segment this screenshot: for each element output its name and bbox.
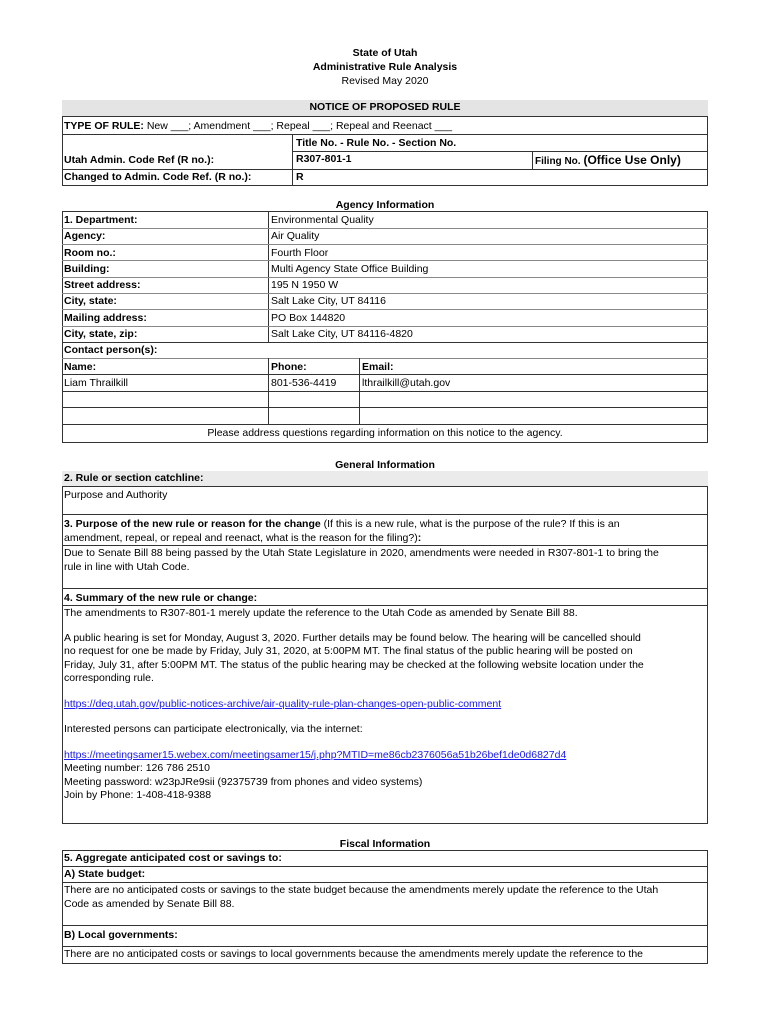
agency-label: City, state, zip: bbox=[64, 328, 138, 341]
rule-type-label: TYPE OF RULE: bbox=[64, 120, 144, 132]
agency-value: Salt Lake City, UT 84116-4820 bbox=[271, 328, 413, 341]
q3-label-line2: amendment, repeal, or repeal and reenact, what is the reason for the filing?) bbox=[64, 531, 418, 544]
doc-title: Administrative Rule Analysis bbox=[312, 61, 458, 73]
agency-label: Building: bbox=[64, 262, 110, 275]
local-gov-label: B) Local governments: bbox=[64, 929, 178, 941]
agency-labels bbox=[64, 212, 264, 391]
agency-label: 1. Department: bbox=[64, 214, 138, 226]
agency-label: Street address: bbox=[64, 279, 141, 292]
state-budget-text bbox=[64, 884, 706, 911]
q3-label-colon: : bbox=[417, 531, 422, 544]
divider bbox=[62, 882, 708, 883]
divider bbox=[62, 925, 708, 926]
changed-label: Changed to Admin. Code Ref. (R no.): bbox=[64, 171, 252, 183]
divider bbox=[62, 228, 708, 229]
agency-label: City, state: bbox=[64, 295, 117, 308]
state-budget-label: A) State budget: bbox=[64, 868, 146, 880]
doc-state-title: State of Utah bbox=[352, 47, 418, 59]
q3-label-rest: (If this is a new rule, what is the purpose of the rule? If this is an bbox=[320, 518, 620, 530]
divider bbox=[268, 358, 269, 424]
agency-note: Please address questions regarding information on this notice to the agency. bbox=[207, 427, 563, 439]
doc-revision: Revised May 2020 bbox=[341, 75, 429, 87]
code-ref-label: Utah Admin. Code Ref (R no.): bbox=[64, 154, 215, 166]
general-section-title: General Information bbox=[335, 459, 435, 471]
changed-value: R bbox=[296, 171, 304, 183]
meeting-number: Meeting number: 126 786 2510 bbox=[64, 762, 210, 774]
q5-label: 5. Aggregate anticipated cost or savings to: bbox=[64, 852, 282, 864]
q4-paragraph-line: Friday, July 31, after 5:00PM MT. The status of the public hearing may be checked at the following website location under the bbox=[64, 658, 644, 671]
webex-meeting-link[interactable]: https://meetingsamer15.webex.com/meetingsamer15/j.php?MTID=me86cb2376056a51b26bef1de0d6827d4 bbox=[64, 748, 567, 761]
agency-label: Room no.: bbox=[64, 246, 116, 259]
q4-paragraph-line: no request for one be made by Friday, July 31, 2020, at 5:00PM MT. The final status of the public hearing will be posted on bbox=[64, 645, 633, 657]
divider bbox=[62, 326, 708, 327]
state-budget-line: There are no anticipated costs or savings to the state budget because the amendments merely update the reference to the Utah bbox=[64, 884, 659, 896]
divider bbox=[62, 866, 708, 867]
deq-notices-link[interactable]: https://deq.utah.gov/public-notices-archive/air-quality-rule-plan-changes-open-public-comment bbox=[64, 697, 502, 710]
contact-name: Liam Thrailkill bbox=[64, 376, 128, 389]
q2-label: 2. Rule or section catchline: bbox=[64, 472, 204, 484]
q3-answer-line: Due to Senate Bill 88 being passed by the Utah State Legislature in 2020, amendments were needed in R307-801-1 to bring the bbox=[64, 547, 659, 559]
meeting-password: Meeting password: w23pJRe9sii (92375739 from phones and video systems) bbox=[64, 775, 423, 788]
q4-answer bbox=[64, 607, 706, 803]
rule-type-line bbox=[64, 118, 452, 134]
divider bbox=[62, 946, 708, 947]
divider bbox=[292, 134, 293, 186]
fiscal-section-title: Fiscal Information bbox=[339, 838, 431, 850]
divider bbox=[62, 605, 708, 606]
agency-value: 195 N 1950 W bbox=[271, 279, 339, 292]
divider bbox=[62, 309, 708, 310]
contact-phone: 801-536-4419 bbox=[271, 377, 337, 389]
q2-answer: Purpose and Authority bbox=[64, 489, 168, 501]
q4-paragraph: Interested persons can participate electronically, via the internet: bbox=[64, 723, 363, 735]
agency-section-title: Agency Information bbox=[335, 199, 435, 211]
q3-answer bbox=[64, 547, 706, 574]
agency-value: Environmental Quality bbox=[271, 214, 374, 226]
agency-value: Fourth Floor bbox=[271, 246, 329, 259]
q4-paragraph: The amendments to R307-801-1 merely update the reference to the Utah Code as amended by Senate Bill 88. bbox=[64, 607, 578, 619]
title-no-label: Title No. - Rule No. - Section No. bbox=[296, 137, 457, 149]
divider bbox=[62, 260, 708, 261]
q4-label: 4. Summary of the new rule or change: bbox=[64, 592, 258, 604]
divider bbox=[62, 514, 708, 515]
divider bbox=[62, 244, 708, 245]
join-by-phone: Join by Phone: 1-408-418-9388 bbox=[64, 789, 212, 801]
agency-value: PO Box 144820 bbox=[271, 311, 346, 324]
local-gov-text: There are no anticipated costs or savings to local governments because the amendments merely update the reference to the bbox=[64, 948, 643, 960]
divider bbox=[62, 407, 708, 408]
contact-persons-label: Contact person(s): bbox=[64, 344, 158, 357]
filing-note: (Office Use Only) bbox=[583, 153, 681, 167]
q3-answer-line: rule in line with Utah Code. bbox=[64, 560, 190, 573]
divider bbox=[62, 342, 708, 343]
contact-email[interactable]: lthrailkill@utah.gov bbox=[362, 377, 451, 389]
filing-label: Filing No. bbox=[535, 156, 581, 167]
code-ref-value: R307-801-1 bbox=[296, 153, 352, 165]
divider bbox=[62, 391, 708, 392]
divider bbox=[532, 151, 533, 169]
filing-number bbox=[535, 152, 681, 170]
state-budget-line: Code as amended by Senate Bill 88. bbox=[64, 897, 235, 910]
q4-paragraph-line: A public hearing is set for Monday, August 3, 2020. Further details may be found below. The hearing will be cancelled should bbox=[64, 631, 641, 644]
q3-label-main: 3. Purpose of the new rule or reason for the change bbox=[64, 518, 321, 530]
agency-value: Salt Lake City, UT 84116 bbox=[271, 295, 386, 308]
divider bbox=[62, 277, 708, 278]
agency-label: Agency: bbox=[64, 230, 106, 243]
agency-value: Air Quality bbox=[271, 230, 320, 243]
agency-value: Multi Agency State Office Building bbox=[271, 262, 429, 275]
contact-name-header: Name: bbox=[64, 360, 97, 373]
agency-label: Mailing address: bbox=[64, 311, 147, 324]
contact-phone-header: Phone: bbox=[271, 361, 307, 373]
divider bbox=[62, 545, 708, 546]
notice-title: NOTICE OF PROPOSED RULE bbox=[62, 100, 708, 117]
rule-type-options: New ___; Amendment ___; Repeal ___; Repeal and Reenact ___ bbox=[143, 120, 453, 132]
q3-label bbox=[64, 518, 706, 545]
contact-email-header: Email: bbox=[362, 361, 394, 373]
divider bbox=[62, 588, 708, 589]
divider bbox=[359, 358, 360, 424]
q4-paragraph-line: corresponding rule. bbox=[64, 672, 154, 684]
divider bbox=[62, 293, 708, 294]
